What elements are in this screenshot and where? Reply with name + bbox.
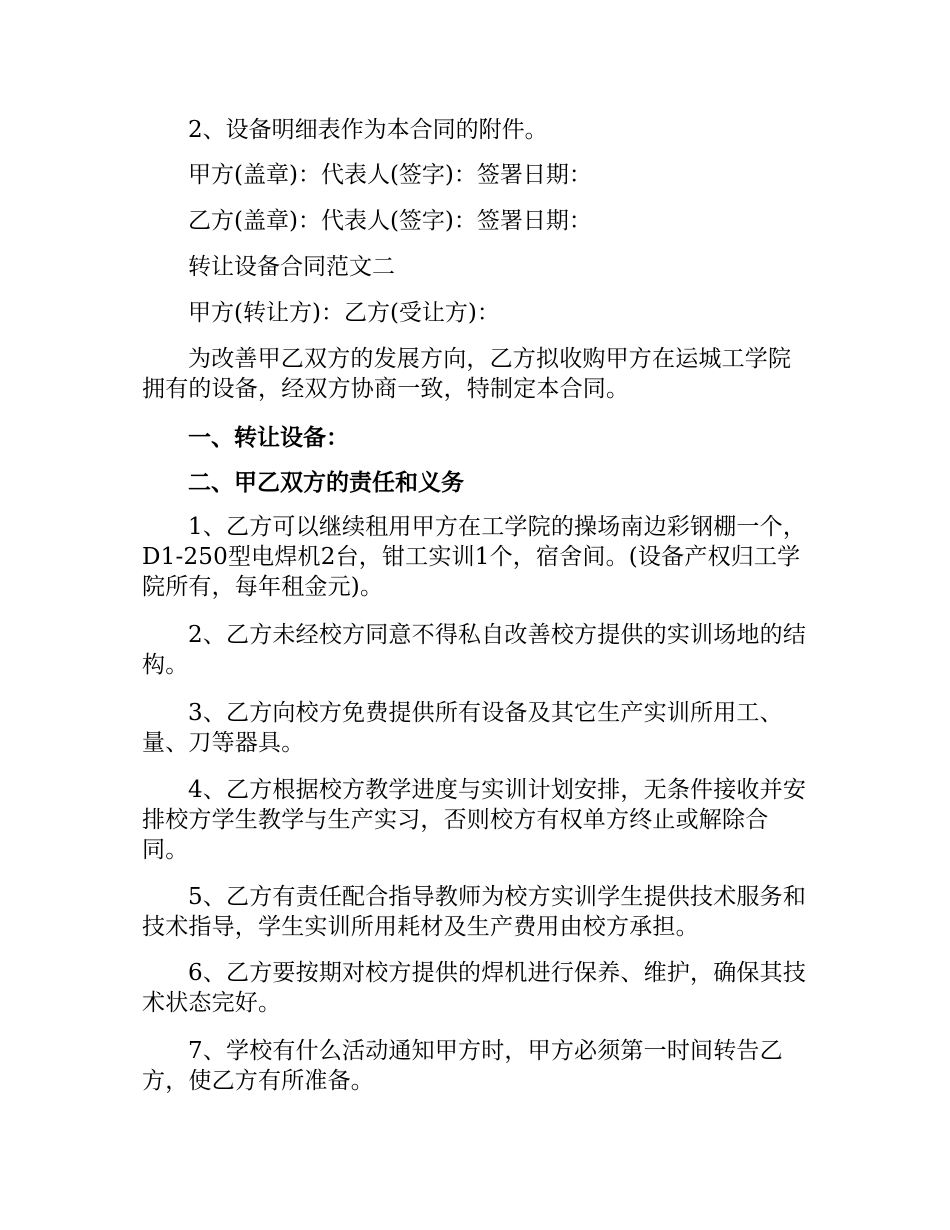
section-heading-responsibilities: 二、甲乙双方的责任和义务	[188, 469, 464, 496]
party-b-signature-line: 乙方(盖章)：代表人(签字)：签署日期：	[188, 208, 592, 234]
clause-item: 1、乙方可以继续租用甲方在工学院的操场南边彩钢棚一个，D1-250型电焊机2台，钳工实训1个，宿舍间。(设备产权归工学院所有，每年租金元)。	[142, 514, 807, 600]
party-a-signature-line: 甲方(盖章)：代表人(签字)：签署日期：	[188, 162, 592, 188]
section-heading-equipment: 一、转让设备：	[188, 424, 349, 451]
clause-item: 5、乙方有责任配合指导教师为校方实训学生提供技术服务和技术指导，学生实训所用耗材及生产费用由校方承担。	[142, 884, 807, 940]
clause-item: 3、乙方向校方免费提供所有设备及其它生产实训所用工、量、刀等器具。	[142, 700, 783, 756]
intro-paragraph: 为改善甲乙双方的发展方向，乙方拟收购甲方在运城工学院拥有的设备，经双方协商一致，特制定本合同。	[142, 346, 792, 402]
clause-item: 6、乙方要按期对校方提供的焊机进行保养、维护，确保其技术状态完好。	[142, 960, 807, 1016]
clause-item: 4、乙方根据校方教学进度与实训计划安排，无条件接收并安排校方学生教学与生产实习，否则校方有权单方终止或解除合同。	[142, 777, 807, 863]
clause-item: 2、乙方未经校方同意不得私自改善校方提供的实训场地的结构。	[142, 622, 807, 678]
parties-line: 甲方(转让方)：乙方(受让方)：	[188, 300, 500, 326]
clause-item: 7、学校有什么活动通知甲方时，甲方必须第一时间转告乙方，使乙方有所准备。	[142, 1038, 783, 1094]
attachment-line: 2、设备明细表作为本合同的附件。	[188, 117, 548, 143]
template-title: 转让设备合同范文二	[188, 254, 395, 280]
